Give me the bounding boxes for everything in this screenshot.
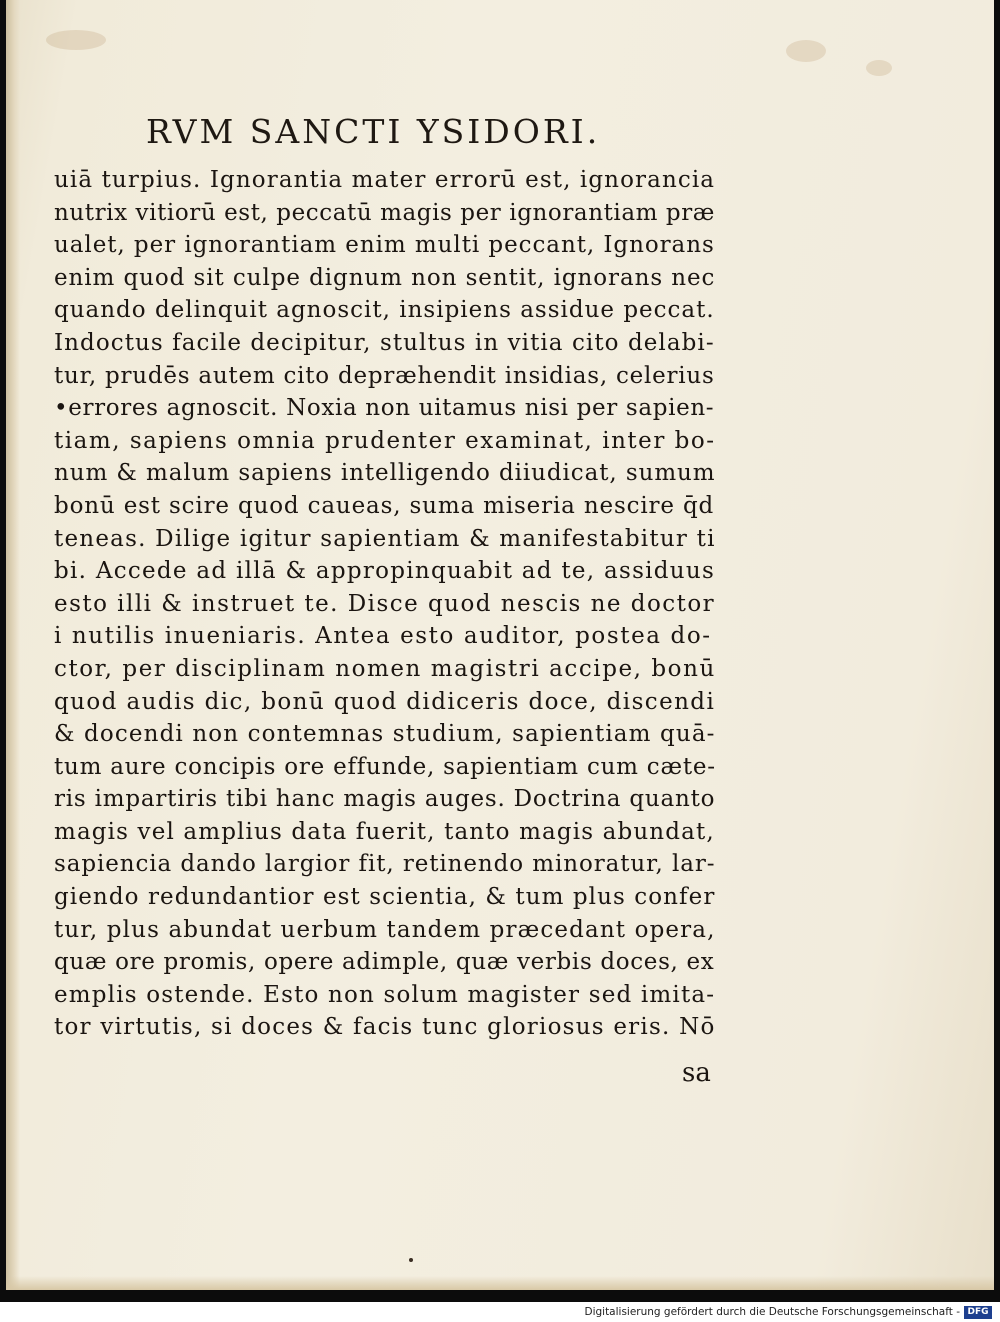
text-line: quæ ore promis, opere adimple, quæ verbis doces, ex: [54, 949, 715, 976]
page-gutter-shadow: [6, 0, 20, 1290]
text-line: tur, plus abundat uerbum tandem præcedant opera,: [54, 916, 716, 943]
text-line: esto illi & instruet te. Disce quod nescis ne doctor: [54, 590, 716, 617]
text-line: bi. Accede ad illā & appropinquabit ad te, assiduus: [54, 558, 716, 585]
text-line: teneas. Dilige igitur sapientiam & manifestabitur ti: [54, 525, 716, 552]
text-line: bonū est scire quod caueas, suma miseria nescire q̄d: [54, 492, 715, 519]
catchword: sa: [682, 1058, 711, 1088]
text-line: emplis ostende. Esto non solum magister sed imita-: [54, 981, 716, 1008]
text-line: sapiencia dando largior fit, retinendo minoratur, lar-: [54, 851, 716, 878]
paper-stain: [786, 40, 826, 62]
text-line: num & malum sapiens intelligendo diiudicat, sumum: [54, 460, 716, 487]
text-line: giendo redundantior est scientia, & tum plus confer: [54, 884, 716, 911]
paper-stain: [46, 30, 106, 50]
text-line: ris impartiris tibi hanc magis auges. Doctrina quanto: [54, 786, 716, 813]
body-text: [54, 164, 734, 1044]
footer-bar: [0, 1302, 1000, 1322]
text-line: enim quod sit culpe dignum non sentit, ignorans nec: [54, 264, 716, 291]
text-line: tor virtutis, si doces & facis tunc gloriosus eris. Nō: [54, 1014, 716, 1041]
text-line: magis vel amplius data fuerit, tanto magis abundat,: [54, 818, 715, 845]
funding-credit: Digitalisierung gefördert durch die Deutsche Forschungsgemeinschaft -: [584, 1306, 960, 1318]
ink-dot: [409, 1258, 413, 1262]
text-line: tur, prudēs autem cito depræhendit insidias, celerius: [54, 362, 715, 389]
book-page: [6, 0, 994, 1290]
text-line: Indoctus facile decipitur, stultus in vitia cito delabi-: [54, 329, 715, 356]
text-line: i nutilis inueniaris. Antea esto auditor, postea do-: [54, 623, 712, 650]
page-bottom-edge: [6, 1276, 994, 1290]
text-line: ualet, per ignorantiam enim multi peccant, Ignorans: [54, 232, 715, 259]
text-line: ctor, per disciplinam nomen magistri accipe, bonū: [54, 655, 716, 682]
text-line: quod audis dic, bonū quod didiceris doce, discendi: [54, 688, 716, 715]
running-head: RVM SANCTI YSIDORI.: [146, 112, 601, 151]
text-line: & docendi non contemnas studium, sapientiam quā-: [54, 721, 716, 748]
text-line: tum aure concipis ore effunde, sapientiam cum cæte-: [54, 753, 716, 780]
text-line: uiā turpius. Ignorantia mater errorū est, ignorancia: [54, 167, 716, 193]
text-line: quando delinquit agnoscit, insipiens assidue peccat.: [54, 297, 715, 324]
paper-stain: [866, 60, 892, 76]
text-line: •errores agnoscit. Noxia non uitamus nisi per sapien-: [54, 395, 715, 422]
text-line: tiam, sapiens omnia prudenter examinat, inter bo-: [54, 427, 716, 454]
text-line: nutrix vitiorū est, peccatū magis per ignorantiam præ: [54, 199, 715, 226]
dfg-logo: DFG: [964, 1306, 992, 1319]
